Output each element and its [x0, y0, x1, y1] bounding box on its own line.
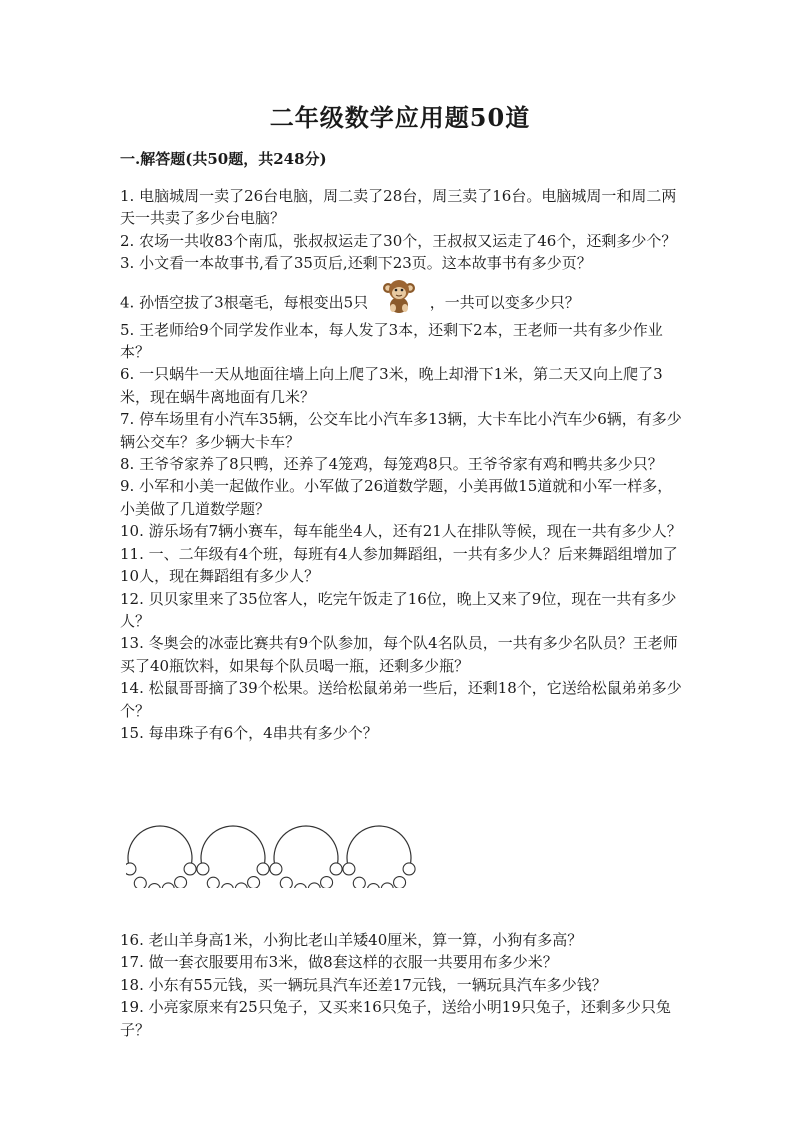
problem-6: 6. 一只蜗牛一天从地面往墙上向上爬了3米，晚上却滑下1米，第二天又向上爬了3米，现在蜗牛离地面有几米？ — [120, 365, 663, 406]
problem-4 — [120, 275, 684, 319]
bead-strings-illustration — [126, 822, 446, 888]
bead — [126, 863, 136, 875]
bead — [294, 884, 306, 888]
bead-string-thread — [128, 826, 192, 866]
problem-11: 11. 一、二年级有4个班，每班有4人参加舞蹈组，一共有多少人？后来舞蹈组增加了10人，现在舞蹈组有多少人？ — [120, 544, 678, 586]
problem-list-c — [120, 929, 684, 1041]
problem-16: 16. 老山羊身高1米，小狗比老山羊矮40厘米，算一算，小狗有多高？ — [120, 931, 583, 949]
bead — [367, 884, 379, 888]
problem-8: 8. 王爷爷家养了8只鸭，还养了4笼鸡，每笼鸡8只。王爷爷家有鸡和鸭共多少只？ — [120, 455, 663, 474]
problem-13: 13. 冬奥会的冰壶比赛共有9个队参加，每个队4名队员，一共有多少名队员？王老师买了40瓶饮料，如果每个队员喝一瓶，还剩多少瓶？ — [120, 634, 678, 675]
bead-string — [197, 826, 269, 888]
bead-string — [343, 826, 415, 888]
section-heading: 一.解答题(共50题，共248分) — [120, 150, 327, 168]
problem-9: 9. 小军和小美一起做作业。小军做了26道数学题，小美再做15道就和小军一样多，小美做了几道数学题？ — [120, 477, 673, 518]
bead — [394, 877, 406, 888]
bead-string-thread — [347, 826, 411, 866]
bead — [134, 877, 146, 888]
problem-4-text-after: ，一共可以变多少只？ — [429, 293, 580, 312]
problem-4-text-before: 4. 孙悟空拔了3根毫毛，每根变出5只 — [120, 293, 369, 312]
problem-15: 15. 每串珠子有6个，4串共有多少个？ — [120, 723, 378, 742]
bead-string-thread — [201, 826, 265, 866]
problem-19: 19. 小亮家原来有25只兔子，又买来16只兔子，送给小明19只兔子，还剩多少只兔子？ — [120, 998, 671, 1039]
bead — [353, 877, 365, 888]
page-title: 二年级数学应用题50道 — [269, 103, 531, 132]
problem-7: 7. 停车场里有小汽车35辆，公交车比小汽车多13辆，大卡车比小汽车少6辆，有多少辆公交车？多少辆大卡车？ — [120, 410, 682, 451]
bead — [403, 863, 415, 875]
bead — [148, 884, 160, 888]
bead — [343, 863, 355, 875]
bead-string — [270, 826, 342, 888]
bead — [330, 863, 342, 875]
problem-17: 17. 做一套衣服要用布3米，做8套这样的衣服一共要用布多少米？ — [120, 953, 558, 972]
bead — [184, 863, 196, 875]
bead — [197, 863, 209, 875]
problem-list-a — [120, 185, 684, 744]
problem-12: 12. 贝贝家里来了35位客人，吃完午饭走了16位，晚上又来了9位，现在一共有多少人？ — [120, 589, 677, 630]
problem-2: 2. 农场一共收83个南瓜，张叔叔运走了30个，王叔叔又运走了46个，还剩多少个？ — [120, 231, 677, 250]
bead — [221, 884, 233, 888]
bead — [235, 883, 247, 888]
bead — [381, 883, 393, 888]
bead — [162, 883, 174, 888]
problem-1: 1. 电脑城周一卖了26台电脑，周二卖了28台，周三卖了16台。电脑城周一和周二两天一共卖了多少台电脑？ — [120, 187, 677, 228]
monkey-icon — [379, 275, 419, 332]
problem-18: 18. 小东有55元钱，买一辆玩具汽车还差17元钱，一辆玩具汽车多少钱？ — [120, 975, 607, 994]
bead — [257, 863, 269, 875]
problem-10: 10. 游乐场有7辆小赛车，每车能坐4人，还有21人在排队等候，现在一共有多少人？ — [120, 522, 682, 541]
problem-5: 5. 王老师给9个同学发作业本，每人发了3本，还剩下2本，王老师一共有多少作业本？ — [120, 320, 663, 362]
bead-strings-svg — [126, 822, 446, 888]
bead-string-thread — [274, 826, 338, 866]
bead — [308, 883, 320, 888]
problem-14: 14. 松鼠哥哥摘了39个松果。送给松鼠弟弟一些后，还剩18个，它送给松鼠弟弟多少个？ — [120, 679, 682, 720]
problem-3: 3. 小文看一本故事书,看了35页后,还剩下23页。这本故事书有多少页？ — [120, 254, 592, 273]
bead — [175, 877, 187, 888]
bead — [280, 877, 292, 888]
bead — [207, 877, 219, 888]
bead — [321, 877, 333, 888]
bead — [248, 877, 260, 888]
bead-string — [126, 826, 196, 888]
bead — [270, 863, 282, 875]
